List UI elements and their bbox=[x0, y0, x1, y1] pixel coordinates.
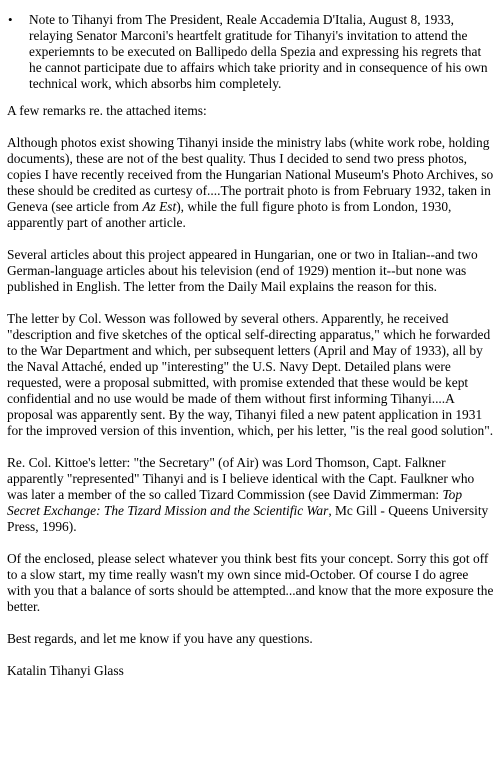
intro-paragraph: A few remarks re. the attached items: bbox=[7, 103, 207, 118]
bullet-text: Note to Tihanyi from The President, Reale Accademia D'Italia, August 8, 1933, relaying Senator Marconi's heartfelt gratitude for Tihanyi's invitation to attend the experiemnts to be executed on Ballipedo della Spezia and expressing his regrets that he cannot participate due to affairs which take priority and in consequence of his own technical work, which absorbs him completely. bbox=[29, 12, 488, 91]
photos-paragraph bbox=[7, 135, 494, 231]
kittoe-text-start: Re. Col. Kittoe's letter: "the Secretary" (of Air) was Lord Thomson, Capt. Falkner apparently "represented" Tihanyi and is I believe identical with the Capt. Faulkner who was later a member of the so called Tizard Commission (see David Zimmerman: bbox=[7, 455, 475, 502]
enclosed-paragraph: Of the enclosed, please select whatever you think best fits your concept. Sorry this got off to a slow start, my time really wasn't my own since mid-October. Of course I do agree with you that a balance of sorts should be attempted...and know that the more exposure the better. bbox=[7, 551, 494, 614]
wesson-paragraph: The letter by Col. Wesson was followed by several others. Apparently, he received "description and five sketches of the optical self-directing apparatus," which he forwarded to the War Department and which, per subsequent letters (April and May of 1933), all by the Naval Attaché, ended up "interesting" the U.S. Navy Dept. Detailed plans were requested, were a proposal submitted, with promise extended that these would be kept confidential and no use would be made of them without first informing Tihanyi....A proposal was apparently sent. By the way, Tihanyi filed a new patent application in 1931 for the improved version of this invention, which, per his letter, "is the real good solution". bbox=[7, 311, 494, 438]
note-bullet-item bbox=[7, 12, 494, 92]
kittoe-text-end: , Mc Gill - Queens University Press, 1996). bbox=[7, 503, 489, 534]
kittoe-book-title: Top Secret Exchange: The Tizard Mission and the Scientific War bbox=[7, 487, 463, 518]
photos-source-title: Az Est bbox=[142, 199, 177, 214]
kittoe-paragraph bbox=[7, 455, 494, 535]
regards-paragraph: Best regards, and let me know if you have any questions. bbox=[7, 631, 313, 646]
photos-text-start: Although photos exist showing Tihanyi inside the ministry labs (white work robe, holding documents), these are not of the best quality. Thus I decided to send two press photos, copies I have recently received from the Hungarian National Museum's Photo Archives, so these should be credited as curtesy of....The portrait photo is from February 1932, taken in Geneva (see article from bbox=[7, 135, 494, 214]
bullet-row bbox=[7, 12, 494, 92]
signature: Katalin Tihanyi Glass bbox=[7, 663, 124, 678]
articles-paragraph: Several articles about this project appeared in Hungarian, one or two in Italian--and two German-language articles about his television (end of 1929) mention it--but none was published in English. The letter from the Daily Mail explains the reason for this. bbox=[7, 247, 478, 294]
bullet-icon: • bbox=[8, 12, 13, 27]
photos-text-end: ), while the full figure photo is from London, 1930, apparently part of another article. bbox=[7, 199, 452, 230]
